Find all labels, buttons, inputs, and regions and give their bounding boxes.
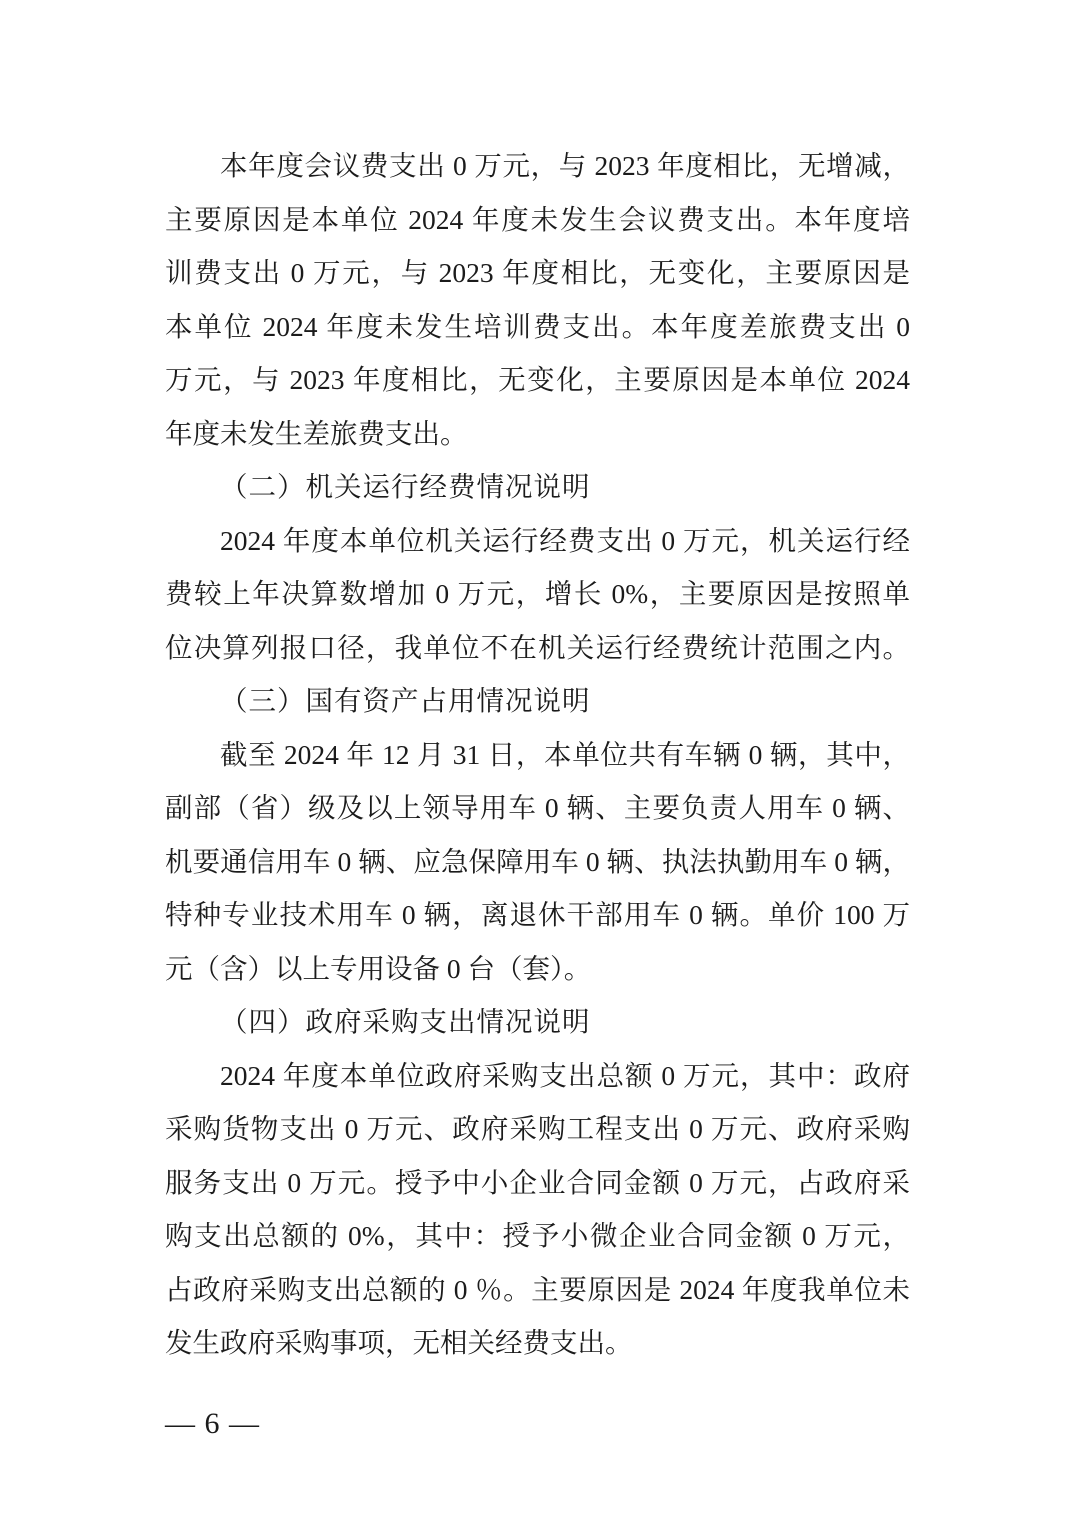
body-text-line: 占政府采购支出总额的 0 ％。主要原因是 2024 年度我单位未	[165, 1273, 910, 1305]
section-heading: （三）国有资产占用情况说明	[220, 685, 591, 716]
body-text-line: 万元，与 2023 年度相比，无变化，主要原因是本单位 2024	[165, 364, 910, 395]
body-text-line: 截至 2024 年 12 月 31 日，本单位共有车辆 0 辆，其中，	[220, 738, 910, 770]
section-heading: （四）政府采购支出情况说明	[220, 1006, 591, 1037]
body-text-line: 发生政府采购事项，无相关经费支出。	[165, 1327, 633, 1358]
page-number-footer: — 6 —	[165, 1407, 260, 1440]
section-heading: （二）机关运行经费情况说明	[220, 471, 591, 502]
body-text-line: 训费支出 0 万元，与 2023 年度相比，无变化，主要原因是	[165, 257, 910, 288]
body-text-line: 采购货物支出 0 万元、政府采购工程支出 0 万元、政府采购	[165, 1113, 910, 1144]
body-text-line: 特种专业技术用车 0 辆，离退休干部用车 0 辆。单价 100 万	[165, 899, 910, 930]
body-text-line: 本单位 2024 年度未发生培训费支出。本年度差旅费支出 0	[165, 310, 910, 342]
body-text-line: 位决算列报口径，我单位不在机关运行经费统计范围之内。	[165, 631, 910, 663]
body-text-line: 机要通信用车 0 辆、应急保障用车 0 辆、执法执勤用车 0 辆，	[165, 845, 910, 877]
document-body	[165, 139, 910, 1370]
body-text-line: 本年度会议费支出 0 万元，与 2023 年度相比，无增减，	[220, 150, 910, 181]
body-text-line: 2024 年度本单位机关运行经费支出 0 万元，机关运行经	[220, 524, 910, 556]
body-text-line: 服务支出 0 万元。授予中小企业合同金额 0 万元，占政府采	[165, 1166, 910, 1198]
body-text-line: 年度未发生差旅费支出。	[165, 417, 468, 449]
body-text-line: 2024 年度本单位政府采购支出总额 0 万元，其中：政府	[220, 1059, 910, 1091]
body-text-line: 副部（省）级及以上领导用车 0 辆、主要负责人用车 0 辆、	[165, 792, 910, 823]
body-text-line: 购支出总额的 0%，其中：授予小微企业合同金额 0 万元，	[165, 1220, 910, 1251]
body-text-line: 主要原因是本单位 2024 年度未发生会议费支出。本年度培	[165, 203, 910, 235]
body-text-line: 元（含）以上专用设备 0 台（套）。	[165, 952, 592, 984]
body-text-line: 费较上年决算数增加 0 万元，增长 0%，主要原因是按照单	[165, 578, 910, 609]
